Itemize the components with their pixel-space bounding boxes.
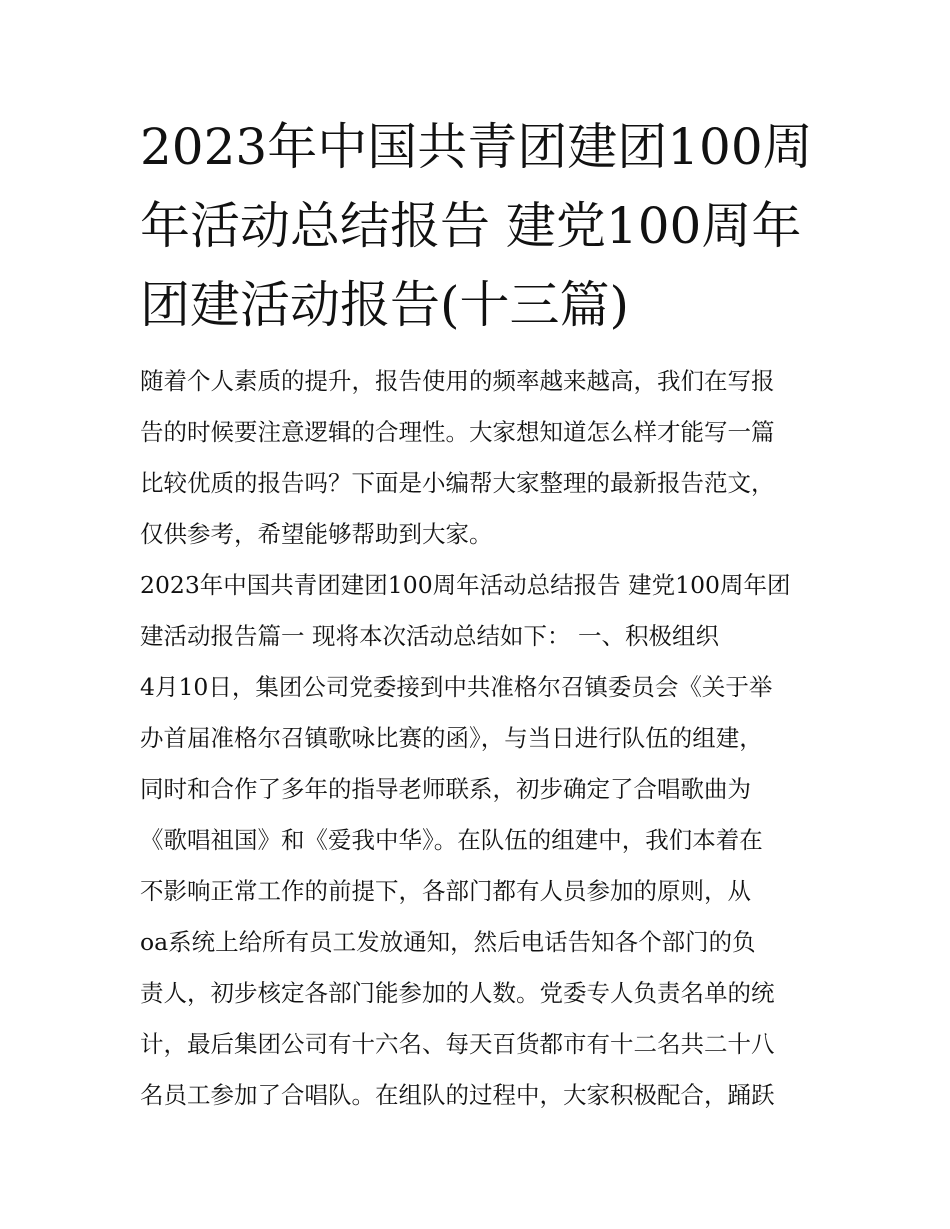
body-line: 办首届准格尔召镇歌咏比赛的函》，与当日进行队伍的组建，: [140, 724, 763, 752]
body-line: 建活动报告篇一 现将本次活动总结如下： 一、积极组织: [140, 622, 719, 650]
body-line: oa系统上给所有员工发放通知，然后电话告知各个部门的负: [140, 928, 756, 956]
body-line: 计，最后集团公司有十六名、每天百货都市有十二名共二十八: [140, 1030, 775, 1058]
body-line: 比较优质的报告吗？下面是小编帮大家整理的最新报告范文，: [140, 469, 775, 497]
body-line: 2023年中国共青团建团100周年活动总结报告 建党100周年团: [140, 571, 791, 599]
document-body: [140, 356, 820, 1121]
body-line: 《歌唱祖国》和《爱我中华》。在队伍的组建中，我们本着在: [140, 826, 763, 854]
title-line-2: 年活动总结报告 建党100周年: [140, 197, 802, 255]
body-line: 不影响正常工作的前提下，各部门都有人员参加的原则，从: [140, 877, 751, 905]
body-line: 随着个人素质的提升，报告使用的频率越来越高，我们在写报: [140, 367, 775, 395]
body-line: 名员工参加了合唱队。在组队的过程中，大家积极配合，踊跃: [140, 1081, 775, 1109]
body-line: 告的时候要注意逻辑的合理性。大家想知道怎么样才能写一篇: [140, 418, 775, 446]
body-line: 责人，初步核定各部门能参加的人数。党委专人负责名单的统: [140, 979, 775, 1007]
title-line-3: 团建活动报告(十三篇): [140, 276, 630, 334]
title-line-1: 2023年中国共青团建团100周: [140, 118, 813, 176]
body-line: 4月10日，集团公司党委接到中共准格尔召镇委员会《关于举: [140, 673, 773, 701]
body-line: 同时和合作了多年的指导老师联系，初步确定了合唱歌曲为: [140, 775, 751, 803]
document-title: [140, 108, 820, 345]
body-line: 仅供参考，希望能够帮助到大家。: [140, 520, 493, 548]
